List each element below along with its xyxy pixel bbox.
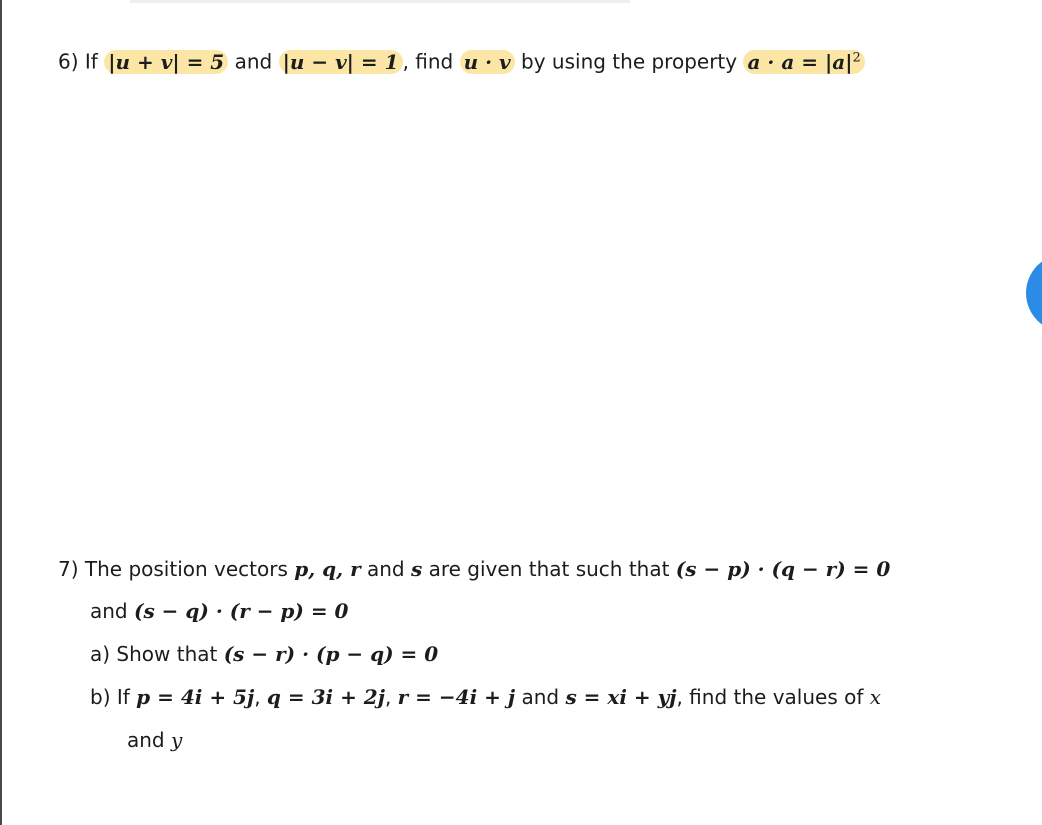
q6-and: and: [234, 49, 273, 74]
q7-and: and: [366, 557, 405, 581]
question-7-line-2: [90, 598, 348, 624]
q7-intro: The position vectors: [84, 557, 288, 581]
q7b-r: r = −4i + j: [397, 685, 516, 709]
q7a-label: a): [90, 642, 111, 666]
page-top-shadow: [130, 0, 630, 3]
q7b-x: x: [869, 685, 882, 709]
question-7b-line-1: b) If p = 4i + 5j, q = 3i + 2j, r = −4i + j and s = xi + yj, find the values of x: [90, 685, 882, 709]
q7-given: are given that such that: [428, 557, 670, 581]
q7b-and: and: [521, 685, 560, 709]
question-7-line-1: [58, 556, 890, 582]
q7-s: s: [410, 557, 423, 581]
q7-equation-1: (s − p) · (q − r) = 0: [675, 557, 891, 581]
question-7a: [90, 641, 438, 667]
q6-expr-sum: |u + v| = 5: [104, 50, 228, 74]
q7a-text: Show that: [116, 642, 218, 666]
q6-by-using: by using the property: [521, 49, 738, 74]
q6-number: 6): [58, 49, 79, 74]
q7b-label: b): [90, 685, 111, 709]
q6-dot-product: u · v: [460, 50, 515, 74]
q7-vectors: p, q, r: [294, 557, 361, 581]
q7a-equation: (s − r) · (p − q) = 0: [223, 642, 439, 666]
q6-property-exponent: 2: [852, 50, 861, 65]
question-7b-line-2: [127, 727, 182, 753]
q6-property-lhs: a · a = |a|: [747, 49, 853, 74]
q7b-s: s = xi + yj: [565, 685, 677, 709]
q7b-find: , find the values of: [676, 685, 864, 709]
q7b-and-y: and: [127, 728, 165, 752]
q6-property: [743, 50, 864, 74]
q7-and-2: and: [90, 599, 128, 623]
q6-if: If: [84, 49, 98, 74]
q6-find: , find: [402, 49, 454, 74]
q7b-q: q = 3i + 2j: [266, 685, 385, 709]
question-6: [58, 45, 865, 75]
q7b-p: p = 4i + 5j: [136, 685, 255, 709]
q7b-y: y: [171, 728, 183, 752]
q7-number: 7): [58, 557, 79, 581]
page-left-border: [0, 0, 2, 825]
side-panel-tab[interactable]: [1026, 254, 1042, 332]
q7-equation-2: (s − q) · (r − p) = 0: [134, 599, 349, 623]
q7b-if: If: [116, 685, 130, 709]
q6-expr-diff: |u − v| = 1: [279, 50, 403, 74]
